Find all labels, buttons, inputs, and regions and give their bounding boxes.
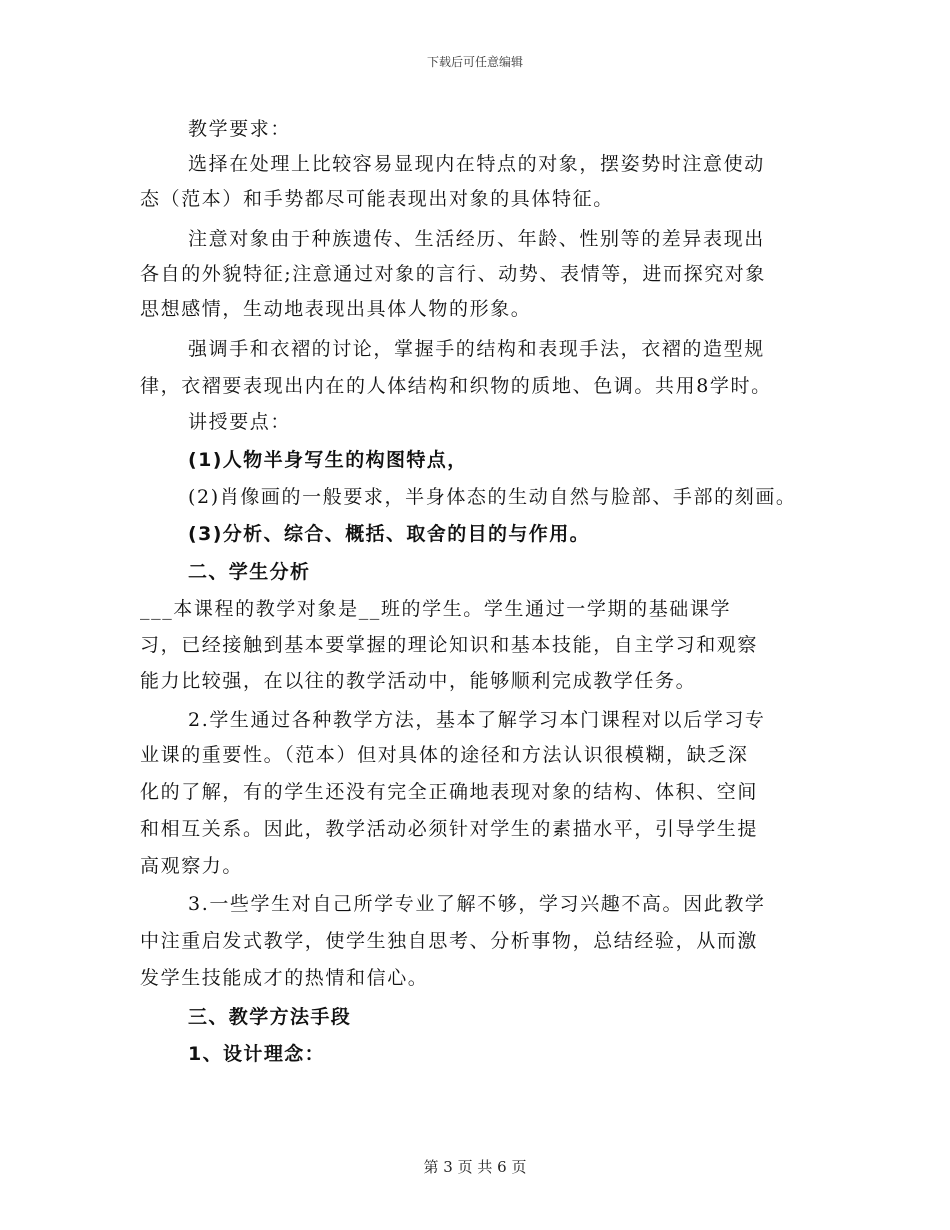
bold-point-heading: (3)分析、综合、概括、取舍的目的与作用。 — [188, 523, 590, 545]
section-heading: 三、教学方法手段 — [188, 1006, 352, 1028]
paragraph-line: 教学要求： — [188, 118, 292, 140]
paragraph-line: 发学生技能成才的热情和信心。 — [140, 967, 429, 989]
paragraph-line: 2.学生通过各种教学方法，基本了解学习本门课程对以后学习专 — [188, 709, 766, 731]
page-header: 下载后可任意编辑 — [426, 55, 523, 69]
paragraph-line: 业课的重要性。（范本）但对具体的途径和方法认识很模糊，缺乏深 — [140, 744, 749, 766]
section-heading: 二、学生分析 — [188, 561, 311, 583]
paragraph-line: 能力比较强，在以往的教学活动中，能够顺利完成教学任务。 — [140, 670, 697, 692]
paragraph-line: (2)肖像画的一般要求，半身体态的生动自然与脸部、手部的刻画。 — [188, 486, 797, 508]
paragraph-line: 化的了解，有的学生还没有完全正确地表现对象的结构、体积、空间 — [140, 781, 759, 803]
paragraph-line: 各自的外貌特征;注意通过对象的言行、动势、表情等，进而探究对象 — [140, 263, 767, 285]
paragraph-line: 态（范本）和手势都尽可能表现出对象的具体特征。 — [140, 188, 614, 210]
paragraph-line: 讲授要点： — [188, 411, 292, 433]
paragraph-line: 习，已经接触到基本要掌握的理论知识和基本技能，自主学习和观察 — [140, 634, 759, 656]
subsection-heading: 1、设计理念： — [188, 1043, 326, 1065]
paragraph-line: 高观察力。 — [140, 855, 244, 877]
paragraph-line: 注意对象由于种族遗传、生活经历、年龄、性别等的差异表现出 — [188, 228, 765, 250]
paragraph-line: 3.一些学生对自己所学专业了解不够，学习兴趣不高。因此教学 — [188, 893, 766, 915]
page-footer: 第 3 页 共 6 页 — [423, 1158, 527, 1176]
bold-point-heading: (1)人物半身写生的构图特点， — [188, 449, 468, 471]
paragraph-line: 思想感情，生动地表现出具体人物的形象。 — [140, 298, 532, 320]
paragraph-line: ___本课程的教学对象是__班的学生。学生通过一学期的基础课学 — [140, 598, 732, 620]
paragraph-line: 强调手和衣褶的讨论，掌握手的结构和表现手法，衣褶的造型规 — [188, 338, 765, 360]
paragraph-line: 选择在处理上比较容易显现内在特点的对象，摆姿势时注意使动 — [188, 153, 765, 175]
paragraph-line: 中注重启发式教学，使学生独自思考、分析事物，总结经验，从而激 — [140, 930, 759, 952]
paragraph-line: 和相互关系。因此，教学活动必须针对学生的素描水平，引导学生提 — [140, 818, 759, 840]
paragraph-line: 律，衣褶要表现出内在的人体结构和织物的质地、色调。共用8学时。 — [140, 375, 772, 397]
